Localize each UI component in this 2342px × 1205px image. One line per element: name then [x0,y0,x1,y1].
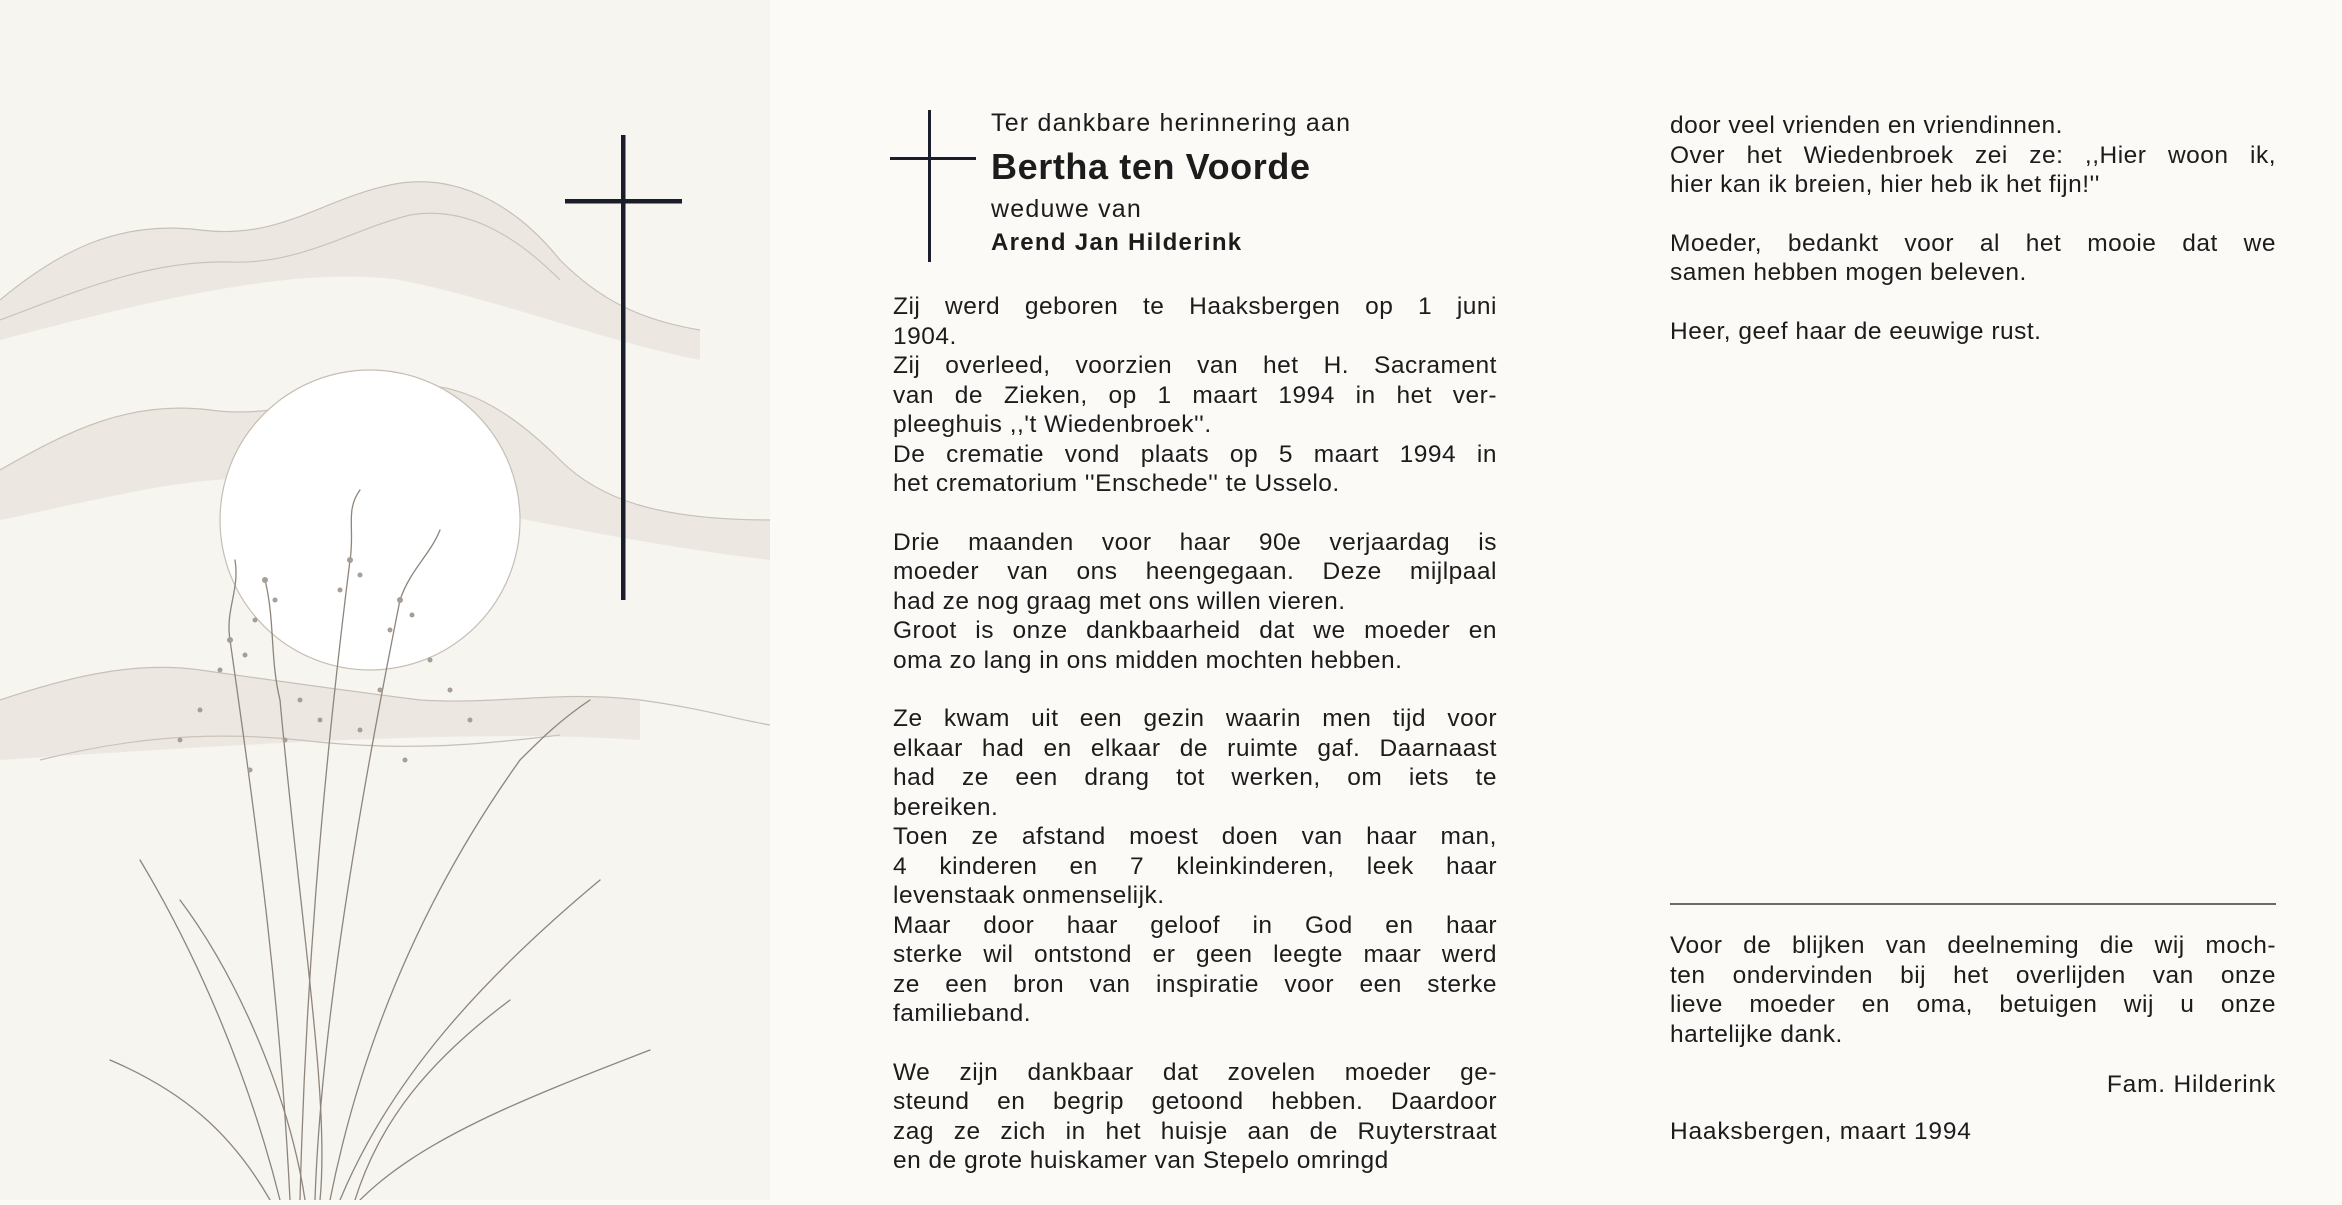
illustration-panel [0,0,770,1200]
text-line: Voor de blijken van deelneming die wij moch- [1670,932,2276,959]
paragraph [1670,317,2276,347]
small-cross-icon [890,110,980,265]
text-line: elkaar had en elkaar de ruimte gaf. Daarnaast [893,734,1497,762]
text-line: steund en begrip getoond hebben. Daardoor [893,1088,1497,1115]
text-line: het crematorium ''Enschede'' te Usselo. [893,470,1340,497]
text-line: Zij overleed, voorzien van het H. Sacrament [893,352,1497,379]
text-line: Heer, geef haar de eeuwige rust. [1670,317,2042,345]
intro-line: Ter dankbare herinnering aan [991,109,1352,137]
right-column [1670,0,2280,1200]
text-line: en de grote huiskamer van Stepelo omringd [893,1147,1389,1174]
text-line: zag ze zich in het huisje aan de Ruyterstraat [893,1117,1497,1145]
text-line: Ze kwam uit een gezin waarin men tijd voor [893,705,1497,732]
text-line: moeder van ons heengegaan. Deze mijlpaal [893,558,1497,585]
paragraph [893,528,1497,676]
paragraph [893,292,1497,499]
husband-name: Arend Jan Hilderink [991,229,1243,256]
obituary-header [991,106,1511,260]
text-line: had ze nog graag met ons willen vieren. [893,587,1346,615]
text-line: familieband. [893,1000,1032,1027]
sun-drawing [220,370,520,670]
text-line: sterke wil ontstond er geen leegte maar werd [893,941,1497,968]
text-line: ze een bron van inspiratie voor een sterke [893,970,1497,998]
relation-line: weduwe van [991,195,1142,223]
text-line: door veel vrienden en vriendinnen. [1670,112,2063,139]
text-line: Groot is onze dankbaarheid dat we moeder en [893,617,1497,644]
text-line: hartelijke dank. [1670,1020,1843,1048]
text-line: hier kan ik breien, hier heb ik het fijn!'' [1670,171,2100,198]
deceased-name: Bertha ten Voorde [991,146,1311,187]
paragraph [1670,229,2276,288]
paragraph [893,704,1497,1029]
text-line: bereiken. [893,793,999,821]
text-line: samen hebben mogen beleven. [1670,259,2027,286]
text-line: van de Zieken, op 1 maart 1994 in het ver- [893,381,1497,409]
place-date: Haaksbergen, maart 1994 [1670,1118,1972,1145]
text-line: Drie maanden voor haar 90e verjaardag is [893,528,1497,556]
thanks-text [1670,931,2276,1078]
paragraph [893,1058,1497,1176]
paragraph [1670,111,2276,200]
middle-body-text [893,292,1497,1205]
paragraph [1670,931,2276,1049]
text-line: 4 kinderen en 7 kleinkinderen, leek haar [893,852,1497,880]
text-line: Maar door haar geloof in God en haar [893,911,1497,939]
right-body-text [1670,111,2276,375]
text-line: ten ondervinden bij het overlijden van onze [1670,961,2276,989]
text-line: Over het Wiedenbroek zei ze: ,,Hier woon ik, [1670,141,2276,169]
divider-line [1670,903,2276,905]
text-line: We zijn dankbaar dat zovelen moeder ge- [893,1058,1497,1086]
text-line: lieve moeder en oma, betuigen wij u onze [1670,991,2276,1018]
middle-column [893,0,1513,1200]
text-line: levenstaak onmenselijk. [893,882,1165,909]
signature: Fam. Hilderink [2106,1071,2276,1098]
text-line: Zij werd geboren te Haaksbergen op 1 juni [893,293,1497,320]
text-line: Toen ze afstand moest doen van haar man, [893,823,1497,850]
text-line: 1904. [893,322,957,350]
text-line: Moeder, bedankt voor al het mooie dat we [1670,229,2276,257]
text-line: pleeghuis ,,'t Wiedenbroek''. [893,411,1212,438]
text-line: De crematie vond plaats op 5 maart 1994 in [893,440,1497,468]
text-line: had ze een drang tot werken, om iets te [893,764,1497,791]
text-line: oma zo lang in ons midden mochten hebben. [893,646,1403,674]
sun-grass-illustration [0,0,770,1200]
